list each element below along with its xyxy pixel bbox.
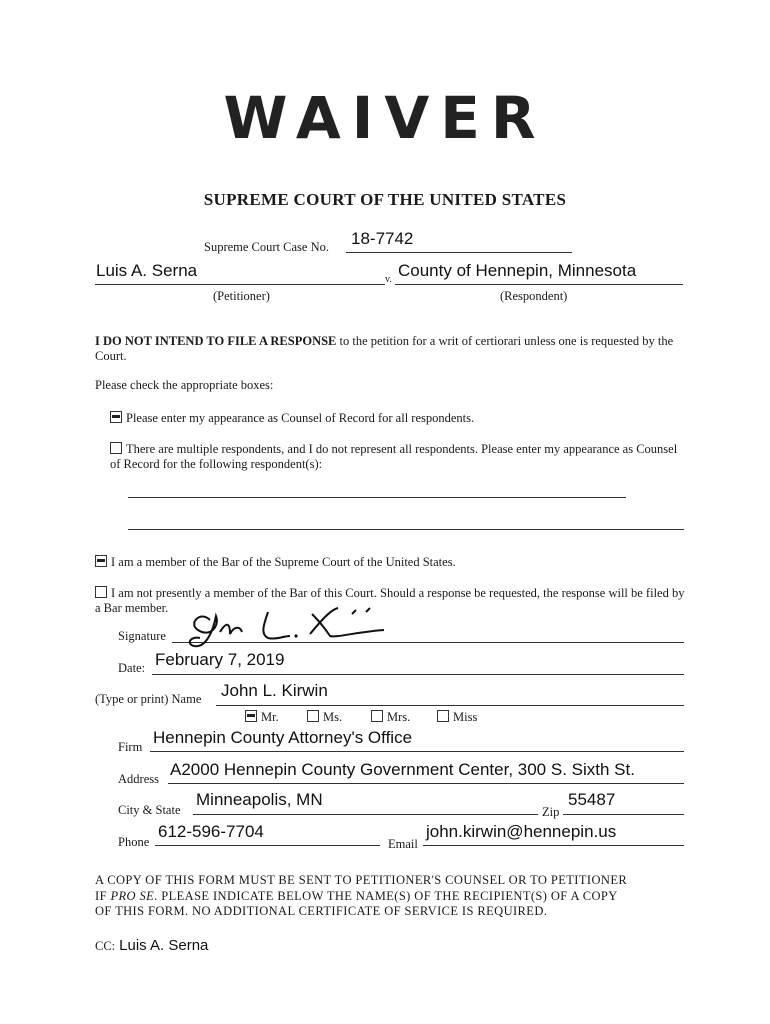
intent-statement-rest: to the petition for a writ of certiorari unless one is requested by the Court. bbox=[95, 334, 674, 363]
address-value[interactable]: A2000 Hennepin County Government Center, 300 S. Sixth St. bbox=[170, 760, 635, 779]
firm-line bbox=[150, 751, 684, 752]
salutation-ms[interactable] bbox=[307, 710, 371, 725]
zip-label: Zip bbox=[542, 805, 560, 819]
respondent-name[interactable]: County of Hennepin, Minnesota bbox=[398, 261, 637, 280]
respondent-line bbox=[395, 284, 683, 285]
salutation-mr-checkbox[interactable] bbox=[245, 710, 257, 722]
phone-line bbox=[155, 845, 380, 846]
salutation-mrs-label: Mrs. bbox=[387, 710, 411, 724]
case-number-line bbox=[346, 252, 572, 253]
document-title: WAIVER bbox=[223, 84, 547, 152]
city-state-label: City & State bbox=[118, 803, 181, 817]
bar-member-checkbox[interactable] bbox=[95, 555, 107, 567]
option-all-respondents bbox=[110, 411, 685, 426]
salutation-mrs-checkbox[interactable] bbox=[371, 710, 383, 722]
not-bar-member-checkbox[interactable] bbox=[95, 586, 107, 598]
check-instruction: Please check the appropriate boxes: bbox=[95, 378, 274, 392]
service-notice-line-2a: IF bbox=[95, 888, 111, 903]
address-line bbox=[168, 783, 684, 784]
salutation-ms-checkbox[interactable] bbox=[307, 710, 319, 722]
respondents-line-1[interactable] bbox=[128, 497, 626, 498]
all-respondents-checkbox[interactable] bbox=[110, 411, 122, 423]
petitioner-name[interactable]: Luis A. Serna bbox=[96, 261, 198, 280]
zip-line bbox=[563, 814, 684, 815]
date-value[interactable]: February 7, 2019 bbox=[155, 650, 285, 669]
versus-label: v. bbox=[385, 274, 392, 285]
salutation-mr[interactable] bbox=[245, 710, 307, 725]
salutation-mrs[interactable] bbox=[371, 710, 437, 725]
date-line bbox=[152, 674, 684, 675]
city-state-value[interactable]: Minneapolis, MN bbox=[196, 790, 323, 809]
salutation-ms-label: Ms. bbox=[323, 710, 343, 724]
firm-label: Firm bbox=[118, 740, 143, 754]
salutation-miss-checkbox[interactable] bbox=[437, 710, 449, 722]
service-notice-line-2b: . PLEASE INDICATE BELOW THE NAME(S) OF THE RECIPIENT(S) OF A COPY bbox=[154, 888, 618, 903]
intent-statement-bold: I DO NOT INTEND TO FILE A RESPONSE bbox=[95, 334, 337, 348]
phone-label: Phone bbox=[118, 835, 150, 849]
salutation-mr-label: Mr. bbox=[261, 710, 279, 724]
service-notice-line-1: A COPY OF THIS FORM MUST BE SENT TO PETITIONER'S COUNSEL OR TO PETITIONER bbox=[95, 873, 628, 887]
petitioner-caption: (Petitioner) bbox=[213, 289, 270, 303]
address-label: Address bbox=[118, 772, 159, 786]
date-label: Date: bbox=[118, 661, 146, 675]
salutation-group bbox=[245, 710, 505, 725]
cc-value[interactable]: Luis A. Serna bbox=[119, 937, 209, 954]
multiple-respondents-checkbox[interactable] bbox=[110, 442, 122, 454]
cc-recipient bbox=[95, 937, 208, 955]
service-notice-line-3: OF THIS FORM. NO ADDITIONAL CERTIFICATE OF SERVICE IS REQUIRED. bbox=[95, 904, 548, 918]
phone-value[interactable]: 612-596-7704 bbox=[158, 822, 264, 841]
not-bar-member-text: I am not presently a member of the Bar of this Court. Should a response be requested, the response will be filed by a Bar member. bbox=[95, 586, 685, 615]
petitioner-line bbox=[95, 284, 385, 285]
all-respondents-text: Please enter my appearance as Counsel of Record for all respondents. bbox=[126, 411, 475, 425]
handwritten-signature bbox=[180, 600, 400, 656]
case-number-value[interactable]: 18-7742 bbox=[351, 229, 414, 248]
option-bar-member bbox=[95, 555, 685, 570]
name-line bbox=[216, 705, 684, 706]
respondents-line-2[interactable] bbox=[128, 529, 684, 530]
service-notice-pro-se: PRO SE bbox=[110, 888, 155, 903]
case-number-label: Supreme Court Case No. bbox=[204, 240, 329, 254]
email-label: Email bbox=[388, 837, 418, 851]
email-value[interactable]: john.kirwin@hennepin.us bbox=[426, 822, 617, 841]
court-name: SUPREME COURT OF THE UNITED STATES bbox=[203, 190, 567, 209]
multiple-respondents-text: There are multiple respondents, and I do not represent all respondents. Please enter my appearance as Counsel of Record for the following respondent(s): bbox=[110, 442, 678, 471]
salutation-miss[interactable] bbox=[437, 710, 497, 725]
bar-member-text: I am a member of the Bar of the Supreme Court of the United States. bbox=[111, 555, 456, 569]
service-notice-line-2 bbox=[95, 889, 695, 905]
cc-label: CC: bbox=[95, 939, 116, 953]
email-line bbox=[423, 845, 684, 846]
firm-value[interactable]: Hennepin County Attorney's Office bbox=[153, 728, 413, 747]
signature-label: Signature bbox=[118, 629, 166, 643]
service-notice bbox=[95, 873, 695, 920]
intent-statement bbox=[95, 334, 685, 364]
name-label: (Type or print) Name bbox=[95, 692, 202, 706]
salutation-miss-label: Miss bbox=[453, 710, 478, 724]
name-value[interactable]: John L. Kirwin bbox=[221, 681, 328, 700]
option-multiple-respondents bbox=[110, 442, 685, 472]
respondent-caption: (Respondent) bbox=[500, 289, 568, 303]
city-state-line bbox=[193, 814, 538, 815]
zip-value[interactable]: 55487 bbox=[568, 790, 616, 809]
